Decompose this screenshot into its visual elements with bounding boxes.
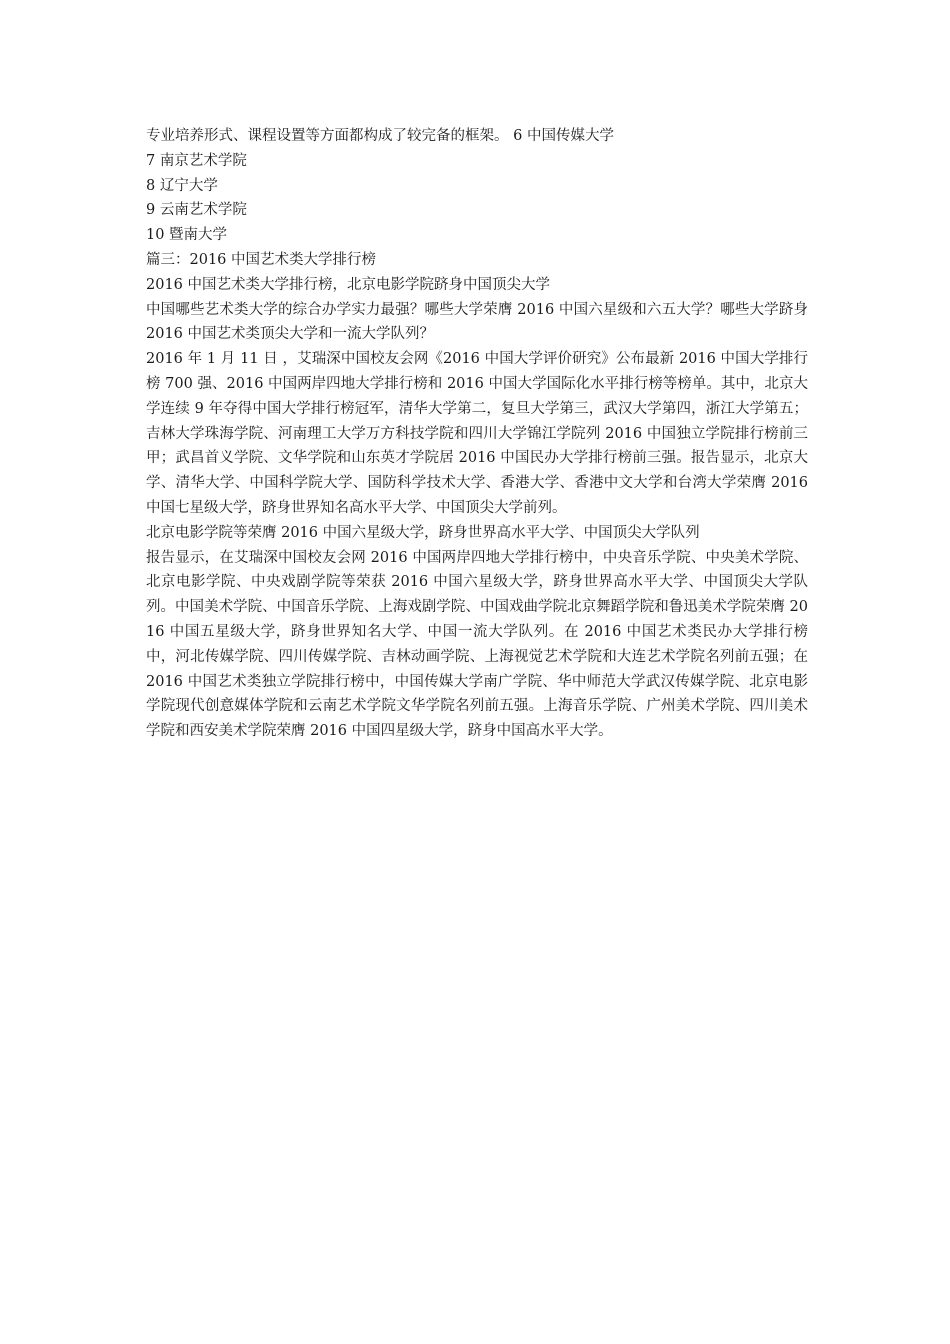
section-heading: 篇三：2016 中国艺术类大学排行榜 xyxy=(146,251,377,268)
paragraph-questions: 中国哪些艺术类大学的综合办学实力最强？哪些大学荣膺 2016 中国六星级和六五大学？哪些大学跻身 2016 中国艺术类顶尖大学和一流大学队列？ xyxy=(146,301,808,343)
list-item-9: 9 云南艺术学院 xyxy=(146,202,247,219)
paragraph-1: 专业培养形式、课程设置等方面都构成了较完备的框架。 6 中国传媒大学 xyxy=(146,128,614,144)
list-item-8: 8 辽宁大学 xyxy=(146,177,218,194)
list-item-7: 7 南京艺术学院 xyxy=(146,152,247,169)
paragraph-report: 2016 年 1 月 11 日 ，艾瑞深中国校友会网《2016 中国大学评价研究》公布最新 2016 中国大学排行榜 700 强、2016 中国两岸四地大学排行榜和 2016 中国大学国际化水平排行榜等榜单。其中，北京大学连续 9 年夺得中国大学排行榜冠军，清华大学第二，复旦大学第三，武汉大学第四，浙江大学第五；吉林大学珠海学院、河南理工大学万方科技学院和四川大学锦江学院列 2016 中国独立学院排行榜前三甲；武昌首义学院、文华学院和山东英才学院居 2016 中国民办大学排行榜前三强。报告显示，北京大学、清华大学、中国科学院大学、国防科学技术大学、香港大学、香港中文大学和台湾大学荣膺 2016 中国七星级大学，跻身世界知名高水平大学、中国顶尖大学前列。 xyxy=(146,351,808,516)
paragraph-ranking: 报告显示，在艾瑞深中国校友会网 2016 中国两岸四地大学排行榜中，中央音乐学院、中央美术学院、北京电影学院、中央戏剧学院等荣获 2016 中国六星级大学，跻身世界高水平大学、中国顶尖大学队列。中国美术学院、中国音乐学院、上海戏剧学院、中国戏曲学院北京舞蹈学院和鲁迅美术学院荣膺 2016 中国五星级大学，跻身世界知名大学、中国一流大学队列。在 2016 中国艺术类民办大学排行榜中，河北传媒学院、四川传媒学院、吉林动画学院、上海视觉艺术学院和大连艺术学院名列前五强；在 2016 中国艺术类独立学院排行榜中，中国传媒大学南广学院、华中师范大学武汉传媒学院、北京电影学院现代创意媒体学院和云南艺术学院文华学院名列前五强。上海音乐学院、广州美术学院、四川美术学院和西安美术学院荣膺 2016 中国四星级大学，跻身中国高水平大学。 xyxy=(146,549,808,740)
article-title: 2016 中国艺术类大学排行榜，北京电影学院跻身中国顶尖大学 xyxy=(146,276,551,293)
document-body xyxy=(146,124,808,744)
subheading: 北京电影学院等荣膺 2016 中国六星级大学，跻身世界高水平大学、中国顶尖大学队列 xyxy=(146,524,700,541)
list-item-10: 10 暨南大学 xyxy=(146,227,228,244)
